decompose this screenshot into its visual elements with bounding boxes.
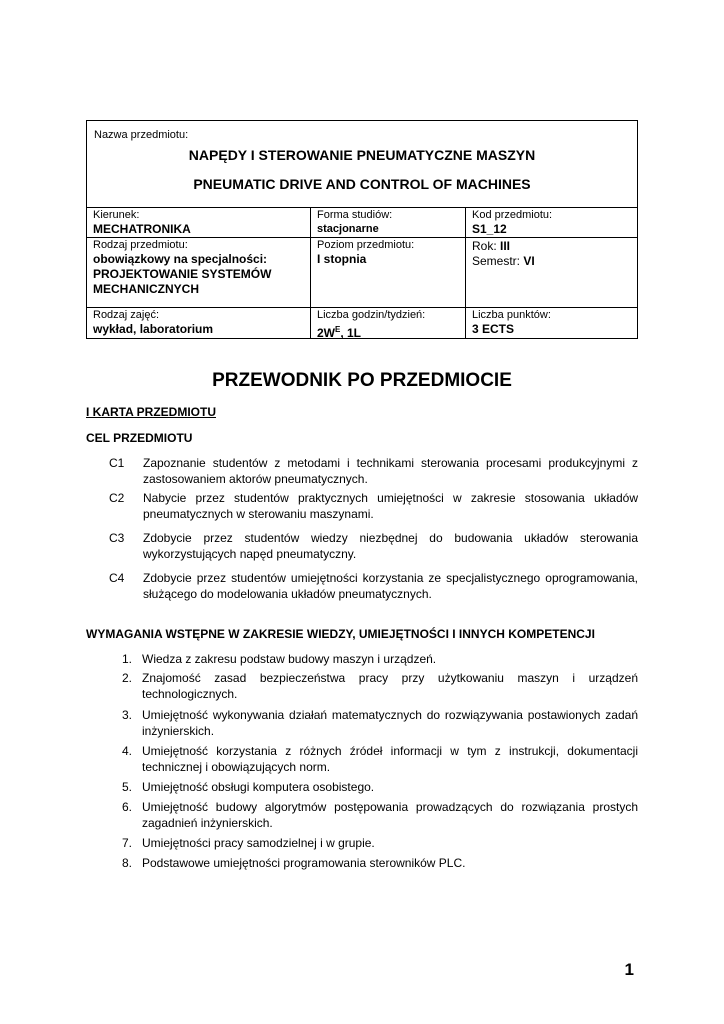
requirement-number: 6.: [122, 800, 133, 814]
rodzaj-value-3: MECHANICZNYCH: [93, 282, 199, 296]
rodzaj-label: Rodzaj przedmiotu:: [93, 239, 188, 251]
rok-line: [472, 239, 631, 254]
rodzaj-value-1: obowiązkowy na specjalności:: [93, 252, 268, 266]
kod-cell: [466, 208, 637, 237]
kierunek-label: Kierunek:: [93, 209, 140, 221]
godziny-value-b: , 1L: [340, 326, 362, 340]
requirement-text: Podstawowe umiejętności programowania sterowników PLC.: [142, 856, 466, 870]
godziny-sup: E: [335, 325, 341, 334]
requirement-number: 7.: [122, 836, 133, 850]
course-name-cell: [87, 121, 637, 208]
goal-code: C4: [109, 571, 125, 585]
goal-code: C3: [109, 531, 125, 545]
requirement-text: Znajomość zasad bezpieczeństwa pracy przy użytkowaniu maszyn i urządzeń technologicznych.: [142, 671, 638, 701]
semestr-label: Semestr:: [472, 254, 524, 268]
requirement-number: 4.: [122, 744, 133, 758]
course-title-pl: NAPĘDY I STEROWANIE PNEUMATYCZNE MASZYN: [188, 147, 536, 163]
kod-label: Kod przedmiotu:: [472, 209, 553, 221]
requirement-number: 1.: [122, 652, 133, 666]
rok-value: III: [500, 239, 511, 253]
zajecia-cell: [87, 308, 311, 338]
godziny-value: [317, 322, 459, 341]
goal-code: C1: [109, 456, 125, 470]
kod-value: S1_12: [472, 222, 507, 236]
page-number: 1: [624, 960, 634, 979]
punkty-cell: [466, 308, 637, 338]
godziny-cell: [311, 308, 466, 338]
poziom-cell: [311, 238, 466, 307]
course-info-table: [86, 120, 638, 339]
rodzaj-value-2: PROJEKTOWANIE SYSTEMÓW: [93, 267, 272, 281]
goal-code: C2: [109, 491, 125, 505]
info-row-1: [87, 208, 637, 238]
course-title-en: PNEUMATIC DRIVE AND CONTROL OF MACHINES: [193, 176, 531, 192]
requirement-text: Umiejętność budowy algorytmów postępowania prowadzących do rozwiązania prostych zagadnień inżynierskich.: [142, 800, 638, 830]
godziny-value-a: 2W: [317, 326, 335, 340]
semestr-line: [472, 254, 631, 269]
goal-text: Zdobycie przez studentów umiejętności korzystania ze specjalistycznego oprogramowania, służącego do modelowania układów pneumatycznych.: [143, 571, 638, 601]
rok-label: Rok:: [472, 239, 501, 253]
requirement-text: Umiejętności pracy samodzielnej i w grupie.: [142, 836, 375, 850]
section-cel: CEL PRZEDMIOTU: [86, 431, 193, 445]
poziom-value: I stopnia: [317, 252, 367, 266]
info-row-2: [87, 238, 637, 308]
guide-title: PRZEWODNIK PO PRZEDMIOCIE: [212, 370, 512, 391]
requirement-text: Umiejętność wykonywania działań matematycznych do rozwiązywania postawionych zadań inżynierskich.: [142, 708, 638, 738]
goal-text: Nabycie przez studentów praktycznych umiejętności w zakresie stosowania układów pneumatycznych w sterowaniu maszynami.: [143, 491, 638, 521]
forma-value: stacjonarne: [317, 223, 379, 235]
requirement-number: 3.: [122, 708, 133, 722]
goal-text: Zapoznanie studentów z metodami i technikami sterowania procesami produkcyjnymi z zastosowaniem aktorów pneumatycznych.: [143, 456, 638, 486]
goal-text: Zdobycie przez studentów wiedzy niezbędnej do budowania układów sterowania wykorzystujących napęd pneumatyczny.: [143, 531, 638, 561]
forma-cell: [311, 208, 466, 237]
punkty-value: 3 ECTS: [472, 322, 515, 336]
kierunek-cell: [87, 208, 311, 237]
rodzaj-cell: [87, 238, 311, 307]
rok-semestr-cell: [466, 238, 637, 307]
section-karta: I KARTA PRZEDMIOTU: [86, 405, 216, 419]
requirement-number: 8.: [122, 856, 133, 870]
zajecia-label: Rodzaj zajęć:: [93, 309, 160, 321]
requirement-text: Umiejętność korzystania z różnych źródeł informacji w tym z instrukcji, dokumentacji technicznej i obowiązujących norm.: [142, 744, 638, 774]
requirement-text: Umiejętność obsługi komputera osobistego.: [142, 780, 375, 794]
semestr-value: VI: [523, 254, 535, 268]
poziom-label: Poziom przedmiotu:: [317, 239, 415, 251]
kierunek-value: MECHATRONIKA: [93, 222, 191, 236]
requirement-number: 5.: [122, 780, 133, 794]
punkty-label: Liczba punktów:: [472, 309, 551, 321]
forma-label: Forma studiów:: [317, 209, 393, 221]
requirement-number: 2.: [122, 671, 133, 685]
section-wymagania: WYMAGANIA WSTĘPNE W ZAKRESIE WIEDZY, UMIEJĘTNOŚCI I INNYCH KOMPETENCJI: [86, 627, 595, 641]
info-row-3: [87, 308, 637, 338]
course-name-label: Nazwa przedmiotu:: [94, 129, 189, 141]
zajecia-value: wykład, laboratorium: [93, 322, 214, 336]
godziny-label: Liczba godzin/tydzień:: [317, 309, 426, 321]
requirement-text: Wiedza z zakresu podstaw budowy maszyn i urządzeń.: [142, 652, 437, 666]
